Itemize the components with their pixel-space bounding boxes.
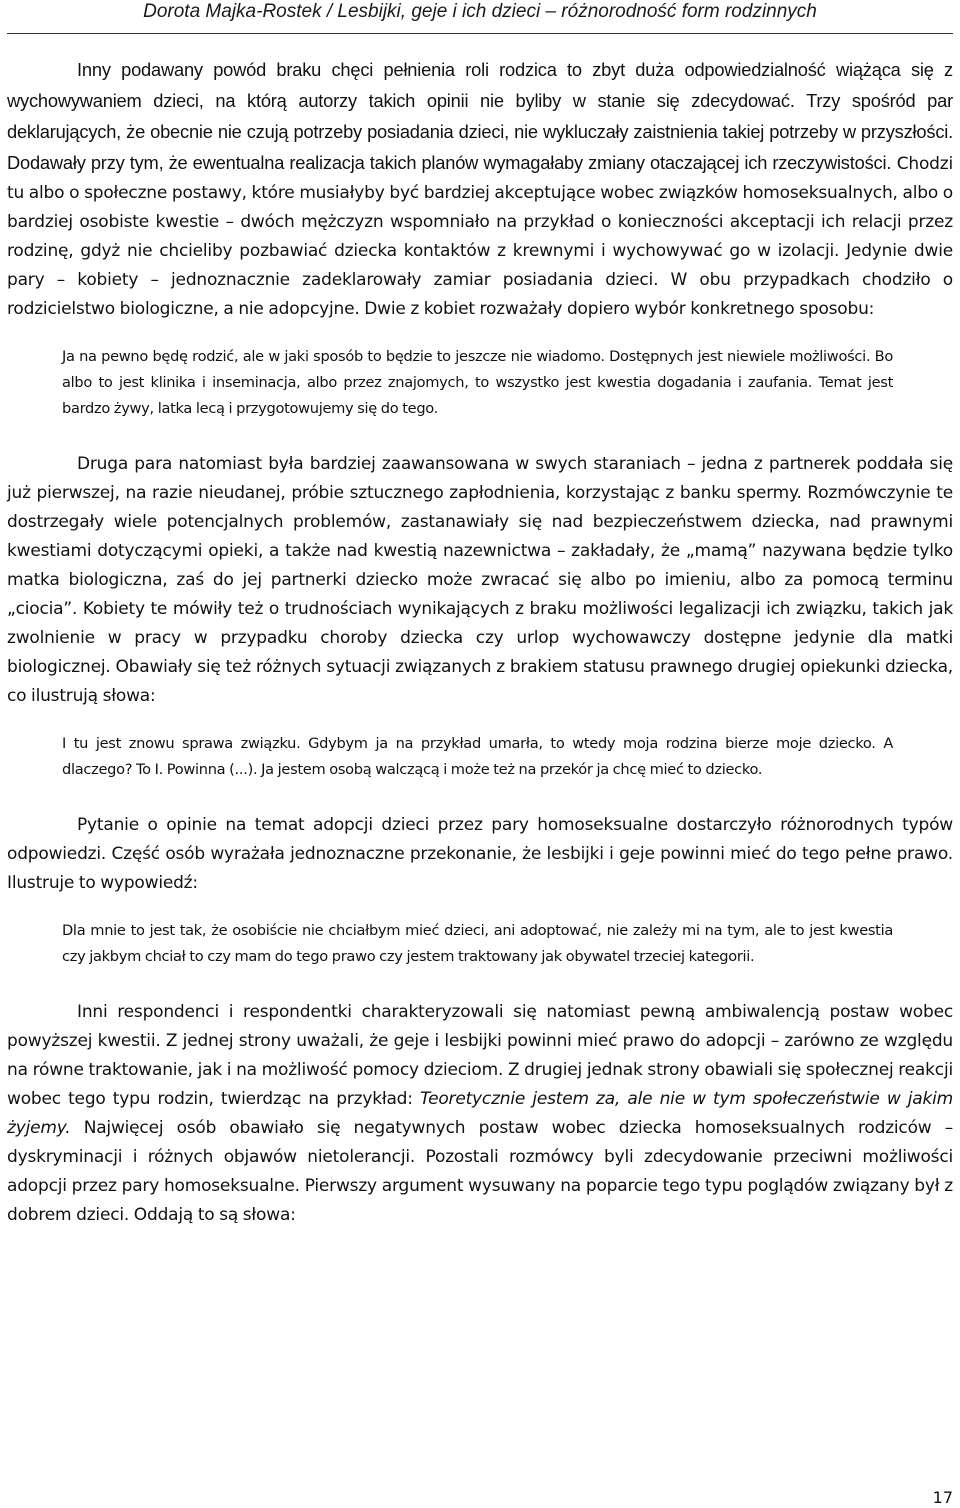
page-body — [7, 55, 953, 1230]
quote-1: Ja na pewno będę rodzić, ale w jaki sposób to będzie to jeszcze nie wiadomo. Dostępnych jest niewiele możliwości. Bo albo to jest klinika i inseminacja, albo przez znajomych, to wszystko jest kwestia dogadania i zaufania. Temat jest bardzo żywy, latka lecą i przygotowujemy się do tego. — [62, 348, 893, 417]
paragraph-1 — [7, 55, 953, 324]
quote-2: I tu jest znowu sprawa związku. Gdybym ja na przykład umarła, to wtedy moja rodzina bierze moje dziecko. A dlaczego? To I. Powinna (...). Ja jestem osobą walczącą i może też na przekór ja chcę mieć to dziecko. — [62, 735, 893, 778]
header-divider — [7, 33, 953, 34]
paragraph-4 — [7, 998, 953, 1230]
paragraph-3: Pytanie o opinie na temat adopcji dzieci przez pary homoseksualne dostarczyło różnorodnych typów odpowiedzi. Część osób wyrażała jednoznaczne przekonanie, że lesbijki i geje powinni mieć do tego pełne prawo. Ilustruje to wypowiedź: — [7, 815, 953, 893]
page-number: 17 — [932, 1488, 953, 1507]
paragraph-2: Druga para natomiast była bardziej zaawansowana w swych staraniach – jedna z partnerek poddała się już pierwszej, na razie nieudanej, próbie sztucznego zapłodnienia, korzystając z banku spermy. Rozmówczynie te dostrzegały wiele potencjalnych problemów, zastanawiały się nad bezpieczeństwem dziecka, nad prawnymi kwestiami dotyczącymi opieki, a także nad kwestią nazewnictwa – zakładały, że „mamą” nazywana będzie tylko matka biologiczna, zaś do jej partnerki dziecko może zwracać się albo po imieniu, albo za pomocą terminu „ciocia”. Kobiety te mówiły też o trudnościach wynikających z braku możliwości legalizacji ich związku, takich jak zwolnienie w pracy w przypadku choroby dziecka czy urlop wychowawczy dostępne jedynie dla matki biologicznej. Obawiały się też różnych sytuacji związanych z brakiem statusu prawnego drugiej opiekunki dziecka, co ilustrują słowa: — [7, 454, 953, 706]
paragraph-4-part-a: Inni respondenci i respondentki charakteryzowali się natomiast pewną ambiwalencją postaw wobec powyższej kwestii. Z jednej strony uważali, że geje i lesbijki powinni mieć prawo do adopcji – zarówno ze względu na równe traktowanie, jak i na możliwość pomocy dzieciom. Z drugiej jednak strony obawiali się społecznej reakcji wobec tego typu rodzin, twierdząc na przykład: — [7, 1002, 953, 1109]
paragraph-4-italic-quote: Teoretycznie jestem za, ale nie w tym społeczeństwie w jakim żyjemy. — [7, 1089, 953, 1138]
paragraph-1-part-a: Inny podawany powód braku chęci pełnienia roli rodzica to zbyt duża odpowiedzialność wiążąca się z wychowywaniem dzieci, na którą autorzy takich opinii nie byliby w stanie się zdecydować. Trzy spośród par deklarujących, że obecnie nie czują potrzeby posiadania dzieci, nie wykluczały zaistnienia takiej potrzeby w przyszłości. Dodawały przy tym, że ewentualna realizacja takich planów wymagałaby zmiany otaczającej ich rzeczywistości. — [7, 59, 953, 173]
quote-3: Dla mnie to jest tak, że osobiście nie chciałbym mieć dzieci, ani adoptować, nie zależy mi na tym, ale to jest kwestia czy jakbym chciał to czy mam do tego prawo czy jestem traktowany jak obywatel trzeciej kategorii. — [62, 922, 893, 965]
running-header: Dorota Majka-Rostek / Lesbijki, geje i ich dzieci – różnorodność form rodzinnych — [143, 1, 817, 22]
paragraph-4-part-b: Najwięcej osób obawiało się negatywnych postaw wobec dziecka homoseksualnych rodziców – dyskryminacji i różnych objawów nietolerancji. Pozostali rozmówcy byli zdecydowanie przeciwni możliwości adopcji przez pary homoseksualne. Pierwszy argument wysuwany na poparcie tego typu poglądów związany był z dobrem dzieci. Oddają to są słowa: — [7, 1118, 953, 1225]
paragraph-1-part-b: Chodzi tu albo o społeczne postawy, które musiałyby być bardziej akceptujące wobec związków homoseksualnych, albo o bardziej osobiste kwestie – dwóch mężczyzn wspomniało na przykład o konieczności akceptacji ich relacji przez rodzinę, gdyż nie chcieliby pozbawiać dziecka kontaktów z krewnymi i wychowywać go w izolacji. Jedynie dwie pary – kobiety – jednoznacznie zadeklarowały zamiar posiadania dzieci. W obu przypadkach chodziło o rodzicielstwo biologiczne, a nie adopcyjne. Dwie z kobiet rozważały dopiero wybór konkretnego sposobu: — [7, 154, 953, 319]
